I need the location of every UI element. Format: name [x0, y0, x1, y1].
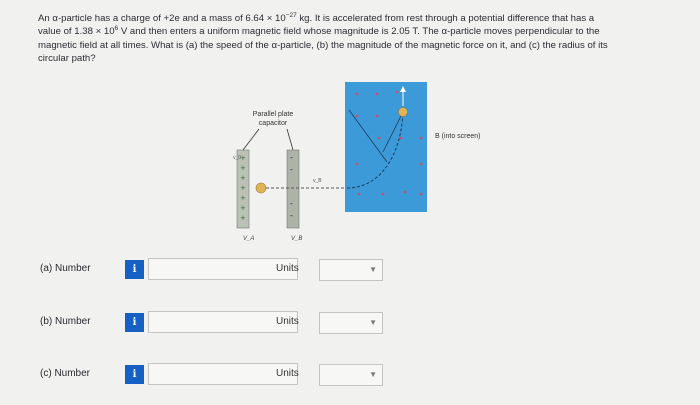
vB-label: v_B — [313, 178, 322, 184]
capacitor-label-line1: Parallel plate — [252, 111, 294, 118]
alpha-particle-start — [256, 183, 266, 193]
leader-line-right — [287, 129, 293, 150]
svg-text:+: + — [240, 174, 246, 182]
svg-text:+: + — [240, 184, 246, 192]
vb-plate-label: V_B — [291, 236, 303, 242]
chevron-down-icon: ▼ — [369, 370, 377, 379]
units-label-a: Units — [276, 263, 299, 274]
answer-row-b — [40, 310, 400, 336]
v0-label: v_0 — [233, 155, 242, 161]
chevron-down-icon: ▼ — [369, 318, 377, 327]
svg-text:-: - — [290, 153, 293, 162]
svg-text:+: + — [240, 194, 246, 202]
plus-signs — [240, 154, 246, 222]
answer-label-a: (a) Number — [40, 263, 91, 274]
problem-text-3: magnetic field at all times. What is (a) the speed of the α-particle, (b) the magnitude of the magnetic force on it, and (c) the radius of its — [38, 39, 608, 51]
physics-diagram — [225, 82, 675, 252]
problem-text-4: circular path? — [38, 52, 96, 64]
svg-text:-: - — [290, 199, 293, 208]
info-button-b[interactable]: i — [125, 313, 144, 332]
problem-statement — [38, 12, 688, 65]
info-button-a[interactable]: i — [125, 260, 144, 279]
magnetic-field-region — [345, 82, 427, 212]
problem-text-1b: kg. It is accelerated from rest through a potential difference that has a — [296, 13, 595, 24]
exponent-voltage: 6 — [114, 25, 119, 33]
svg-text:+: + — [240, 204, 246, 212]
svg-text:-: - — [290, 165, 293, 174]
answer-label-b: (b) Number — [40, 316, 91, 327]
info-button-c[interactable]: i — [125, 365, 144, 384]
svg-text:-: - — [290, 211, 293, 220]
answer-row-a — [40, 257, 400, 283]
units-label-c: Units — [276, 368, 299, 379]
chevron-down-icon: ▼ — [369, 265, 377, 274]
units-select-a[interactable] — [319, 259, 383, 281]
units-select-b[interactable] — [319, 312, 383, 334]
units-select-c[interactable] — [319, 364, 383, 386]
capacitor-label-line2: capacitor — [258, 120, 288, 127]
svg-text:+: + — [240, 214, 246, 222]
problem-text-1a: An α-particle has a charge of +2e and a mass of 6.64 × 10 — [38, 13, 286, 24]
leader-line-left — [243, 129, 259, 150]
units-label-b: Units — [276, 316, 299, 327]
field-label: B (into screen) — [435, 133, 481, 140]
negative-plate — [287, 150, 299, 228]
problem-text-2b: V and then enters a uniform magnetic field whose magnitude is 2.05 T. The α-particle moves perpendicular to the — [118, 26, 600, 38]
problem-text-2a: value of 1.38 × 10 — [38, 26, 115, 38]
answer-row-c — [40, 362, 400, 388]
va-label: V_A — [243, 236, 255, 242]
svg-text:+: + — [240, 164, 246, 172]
exponent-mass: −27 — [285, 11, 297, 19]
answer-label-c: (c) Number — [40, 368, 91, 379]
svg-text:+: + — [240, 154, 246, 162]
alpha-particle-field — [399, 108, 408, 117]
